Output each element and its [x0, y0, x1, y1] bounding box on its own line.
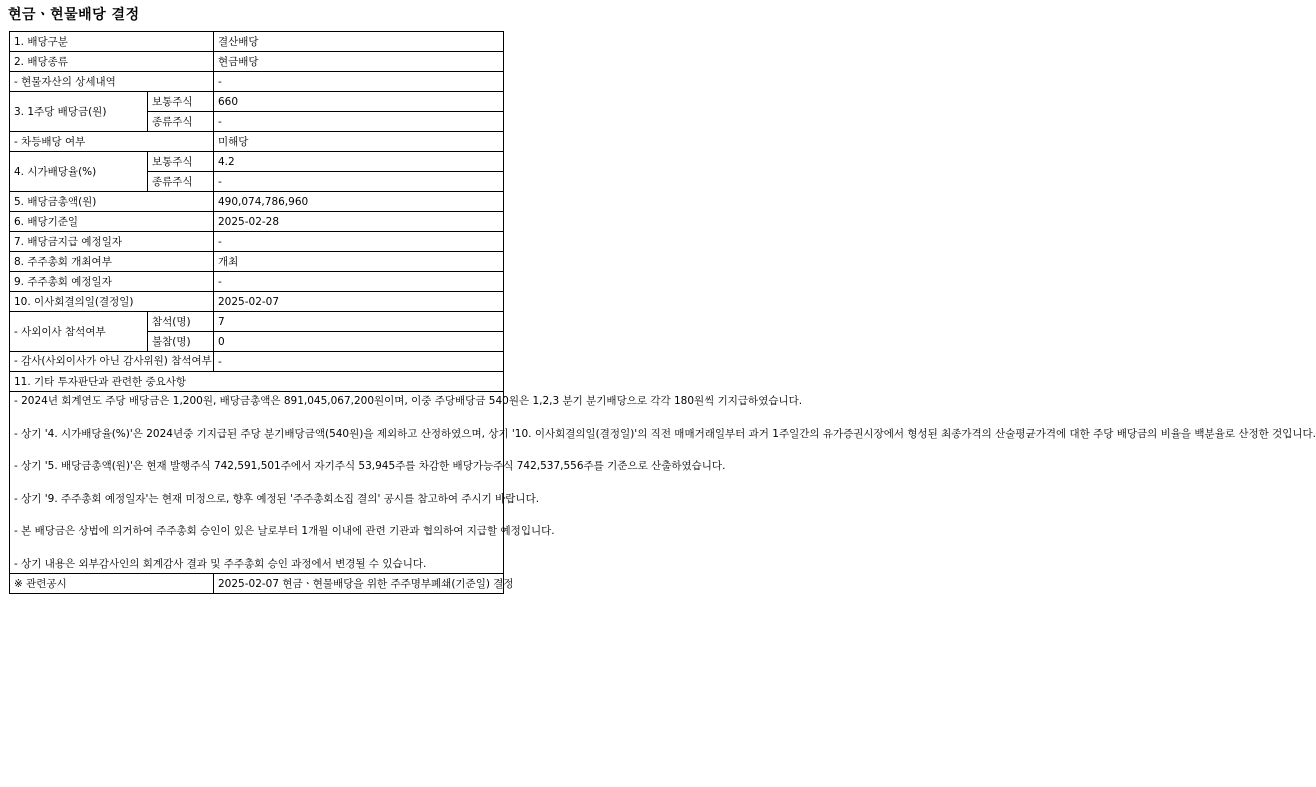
row-yield-common: [10, 152, 504, 172]
row-dps-common: [10, 92, 504, 112]
note-paragraph: - 상기 '5. 배당금총액(원)'은 현재 발행주식 742,591,501주에서 자기주식 53,945주를 차감한 배당가능주식 742,537,556주를 기준으로 산출하였습니다.: [14, 460, 726, 472]
row-value: 490,074,786,960: [214, 192, 504, 212]
sub-label: 보통주식: [148, 92, 214, 112]
row-label: 1. 배당구분: [10, 32, 214, 52]
related-disclosure-link[interactable]: 2025-02-07 현금ㆍ현물배당을 위한 주주명부폐쇄(기준일) 결정: [214, 574, 504, 594]
row-in-kind-details: [10, 72, 504, 92]
row-label: - 감사(사외이사가 아닌 감사위원) 참석여부: [10, 352, 214, 372]
row-agm-held: [10, 252, 504, 272]
notes-cell: [10, 392, 1316, 574]
row-value: 미해당: [214, 132, 504, 152]
row-total-dividend: [10, 192, 504, 212]
row-value: 0: [214, 332, 504, 352]
row-label: 10. 이사회결의일(결정일): [10, 292, 214, 312]
row-label: 3. 1주당 배당금(원): [10, 92, 148, 132]
note-paragraph: - 상기 내용은 외부감사인의 회계감사 결과 및 주주총회 승인 과정에서 변경될 수 있습니다.: [14, 557, 427, 570]
row-label: - 현물자산의 상세내역: [10, 72, 214, 92]
note-paragraph: - 상기 '9. 주주총회 예정일자'는 현재 미정으로, 향후 예정된 '주주총회소집 결의' 공시를 참고하여 주시기 바랍니다.: [14, 492, 540, 505]
row-other-matters-body: [10, 392, 504, 574]
row-label: - 사외이사 참석여부: [10, 312, 148, 352]
row-value: -: [214, 72, 504, 92]
row-label: 9. 주주총회 예정일자: [10, 272, 214, 292]
row-value: 4.2: [214, 152, 504, 172]
sub-label: 참석(명): [148, 312, 214, 332]
row-outside-directors-present: [10, 312, 504, 332]
row-payment-date: [10, 232, 504, 252]
row-auditor-attendance: [10, 352, 504, 372]
row-value: -: [214, 272, 504, 292]
row-label: 11. 기타 투자판단과 관련한 중요사항: [10, 372, 504, 392]
disclosure-table: [9, 31, 1316, 594]
row-board-resolution-date: [10, 292, 504, 312]
row-label: 4. 시가배당율(%): [10, 152, 148, 192]
row-label: 8. 주주총회 개최여부: [10, 252, 214, 272]
row-value: 개최: [214, 252, 504, 272]
row-label: 2. 배당종류: [10, 52, 214, 72]
sub-label: 불참(명): [148, 332, 214, 352]
row-dividend-category: [10, 32, 504, 52]
note-paragraph: - 본 배당금은 상법에 의거하여 주주총회 승인이 있은 날로부터 1개월 이내에 관련 기관과 협의하여 지급할 예정입니다.: [14, 525, 555, 537]
row-differential-dividend: [10, 132, 504, 152]
sub-label: 종류주식: [148, 172, 214, 192]
page-title: 현금ㆍ현물배당 결정: [8, 7, 140, 23]
row-label: - 차등배당 여부: [10, 132, 214, 152]
row-value: -: [214, 172, 504, 192]
row-value: 7: [214, 312, 504, 332]
row-value: -: [214, 112, 504, 132]
row-label: ※ 관련공시: [10, 574, 214, 594]
row-label: 5. 배당금총액(원): [10, 192, 214, 212]
row-value: 2025-02-07: [214, 292, 504, 312]
row-related-disclosure: [10, 574, 504, 594]
note-paragraph: - 2024년 회계연도 주당 배당금은 1,200원, 배당금총액은 891,045,067,200원이며, 이중 주당배당금 540원은 1,2,3 분기 분기배당으로 각각 180원씩 기지급하였습니다.: [14, 395, 803, 407]
row-value: 결산배당: [214, 32, 504, 52]
row-value: 2025-02-28: [214, 212, 504, 232]
row-value: -: [214, 232, 504, 252]
row-agm-date: [10, 272, 504, 292]
row-value: 660: [214, 92, 504, 112]
row-record-date: [10, 212, 504, 232]
sub-label: 종류주식: [148, 112, 214, 132]
note-paragraph: - 상기 '4. 시가배당율(%)'은 2024년중 기지급된 주당 분기배당금액(540원)을 제외하고 산정하였으며, 상기 '10. 이사회결의일(결정일)'의 직전 매매거래일부터 과거 1주일간의 유가증권시장에서 형성된 최종가격의 산술평균가격에 대한 주당 배당금의 비율을 백분율로 산정한 것입니다.: [14, 427, 1316, 440]
row-label: 6. 배당기준일: [10, 212, 214, 232]
row-other-matters-header: [10, 372, 504, 392]
row-label: 7. 배당금지급 예정일자: [10, 232, 214, 252]
row-value: 현금배당: [214, 52, 504, 72]
row-dividend-type: [10, 52, 504, 72]
sub-label: 보통주식: [148, 152, 214, 172]
row-value: -: [214, 352, 504, 372]
